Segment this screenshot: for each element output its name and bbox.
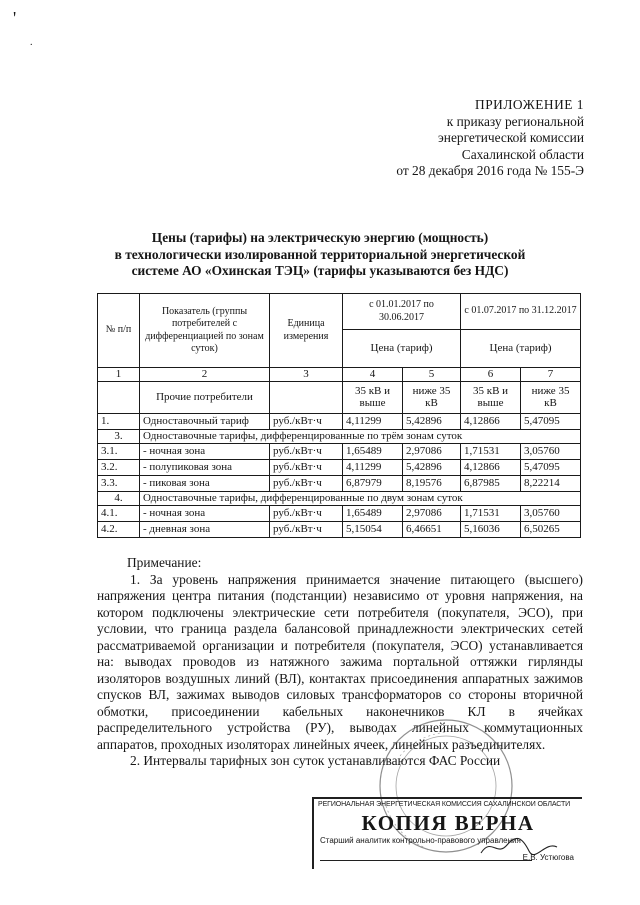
table-row (98, 413, 581, 429)
header-price-1: Цена (тариф) (343, 330, 461, 368)
row-name: - дневная зона (140, 521, 270, 537)
scan-mark: . (30, 37, 33, 48)
row-number: 3.2. (98, 459, 140, 475)
voltage-header: ниже 35 кВ (403, 381, 461, 413)
header-number: № п/п (98, 294, 140, 368)
appendix-line: к приказу региональной (446, 113, 584, 129)
row-value: 8,19576 (403, 475, 461, 491)
header-price-2: Цена (тариф) (461, 330, 581, 368)
appendix-header (396, 97, 584, 180)
row-unit: руб./кВт·ч (270, 459, 343, 475)
row-value: 1,65489 (343, 505, 403, 521)
row-value: 6,87979 (343, 475, 403, 491)
row-value: 2,97086 (403, 505, 461, 521)
stamp-organization: РЕГИОНАЛЬНАЯ ЭНЕРГЕТИЧЕСКАЯ КОМИССИЯ САХАЛИНСКОЙ ОБЛАСТИ (318, 801, 571, 808)
row-value: 4,12866 (461, 459, 521, 475)
signature-line (320, 860, 532, 861)
row-value: 1,71531 (461, 443, 521, 459)
table-row (98, 521, 581, 537)
row-value: 5,47095 (521, 459, 581, 475)
table-row (98, 443, 581, 459)
row-value: 3,05760 (521, 505, 581, 521)
note-item: 1. За уровень напряжения принимается значение питающего (высшего) напряжения центра питания (подстанции) независимо от уровня напряжения, на котором подключены электрические сети потребителя (покупателя, ЭСО), при условии, что граница раздела балансовой принадлежности электрических сетей рассматриваемой организации и потребителя (покупателя, ЭСО) устанавливается на: выводах проводов из натяжного зажима портальной оттяжки гирлянды изоляторов воздушных линий (ВЛ), контактах присоединения аппаратных зажимов спусков ВЛ, зажимах выводов силовых трансформаторов со стороны вторичной обмотки, присоединении кабельных наконечников КЛ в ячейках распределительного устройства (РУ), выводах линейных коммутационных аппаратов, проходных изоляторах линейных ячеек, линейных разъединителях. (97, 571, 583, 752)
table-row (98, 459, 581, 475)
voltage-header: 35 кВ и выше (343, 381, 403, 413)
row-value: 6,50265 (521, 521, 581, 537)
row-value: 6,87985 (461, 475, 521, 491)
column-number: 6 (461, 368, 521, 382)
header-indicator: Показатель (группы потребителей с дифференциацией по зонам суток) (140, 294, 270, 368)
appendix-line: от 28 декабря 2016 года № 155-Э (396, 163, 584, 178)
row-unit: руб./кВт·ч (270, 443, 343, 459)
section-title: Одноставочные тарифы, дифференцированные по двум зонам суток (140, 491, 581, 505)
note-item: 2. Интервалы тарифных зон суток устанавливаются ФАС России (130, 753, 501, 768)
row-name: - пиковая зона (140, 475, 270, 491)
voltage-header: ниже 35 кВ (521, 381, 581, 413)
row-value: 4,11299 (343, 413, 403, 429)
notes-label: Примечание: (127, 555, 202, 570)
section-row (98, 491, 581, 505)
header-unit: Единица измерения (270, 294, 343, 368)
row-value: 4,12866 (461, 413, 521, 429)
row-unit: руб./кВт·ч (270, 413, 343, 429)
row-name: Одноставочный тариф (140, 413, 270, 429)
row-unit: руб./кВт·ч (270, 521, 343, 537)
column-number: 2 (140, 368, 270, 382)
row-number: 3.3. (98, 475, 140, 491)
voltage-header: 35 кВ и выше (461, 381, 521, 413)
stamp-position: Старший аналитик контрольно-правового управления (320, 836, 521, 845)
row-value: 6,46651 (403, 521, 461, 537)
tariff-table (97, 293, 581, 538)
row-value: 1,65489 (343, 443, 403, 459)
row-unit: руб./кВт·ч (270, 505, 343, 521)
stamp-signatory: Е.В. Устюгова (522, 853, 574, 862)
column-number: 7 (521, 368, 581, 382)
column-number: 1 (98, 368, 140, 382)
row-number: 1. (98, 413, 140, 429)
row-value: 8,22214 (521, 475, 581, 491)
column-number: 5 (403, 368, 461, 382)
document-title (60, 230, 580, 280)
row-value: 5,16036 (461, 521, 521, 537)
appendix-title: ПРИЛОЖЕНИЕ 1 (475, 97, 584, 112)
row-name: - ночная зона (140, 443, 270, 459)
row-value: 5,42896 (403, 459, 461, 475)
column-number: 3 (270, 368, 343, 382)
header-period-2: с 01.07.2017 по 31.12.2017 (461, 294, 581, 330)
row-number: 4.1. (98, 505, 140, 521)
row-unit: руб./кВт·ч (270, 475, 343, 491)
row-value: 4,11299 (343, 459, 403, 475)
stamp-copy-label: КОПИЯ ВЕРНА (361, 811, 535, 835)
appendix-line: Сахалинской области (461, 146, 584, 162)
table-row (98, 505, 581, 521)
copy-stamp (312, 797, 582, 869)
appendix-line: энергетической комиссии (438, 130, 584, 145)
title-line: системе АО «Охинская ТЭЦ» (тарифы указываются без НДС) (131, 263, 509, 278)
section-number: 3. (98, 429, 140, 443)
section-number: 4. (98, 491, 140, 505)
row-value: 5,15054 (343, 521, 403, 537)
title-line: в технологически изолированной территориальной энергетической (114, 246, 526, 262)
row-value: 5,47095 (521, 413, 581, 429)
row-value: 1,71531 (461, 505, 521, 521)
section-title: Одноставочные тарифы, дифференцированные по трём зонам суток (140, 429, 581, 443)
row-number: 3.1. (98, 443, 140, 459)
consumers-label: Прочие потребители (140, 381, 270, 413)
scan-mark: ' (13, 8, 17, 28)
section-row (98, 429, 581, 443)
title-line: Цены (тарифы) на электрическую энергию (мощность) (151, 230, 489, 245)
header-period-1: с 01.01.2017 по 30.06.2017 (343, 294, 461, 330)
row-value: 3,05760 (521, 443, 581, 459)
row-value: 5,42896 (403, 413, 461, 429)
table-row (98, 475, 581, 491)
row-number: 4.2. (98, 521, 140, 537)
row-value: 2,97086 (403, 443, 461, 459)
row-name: - полупиковая зона (140, 459, 270, 475)
row-name: - ночная зона (140, 505, 270, 521)
column-number: 4 (343, 368, 403, 382)
